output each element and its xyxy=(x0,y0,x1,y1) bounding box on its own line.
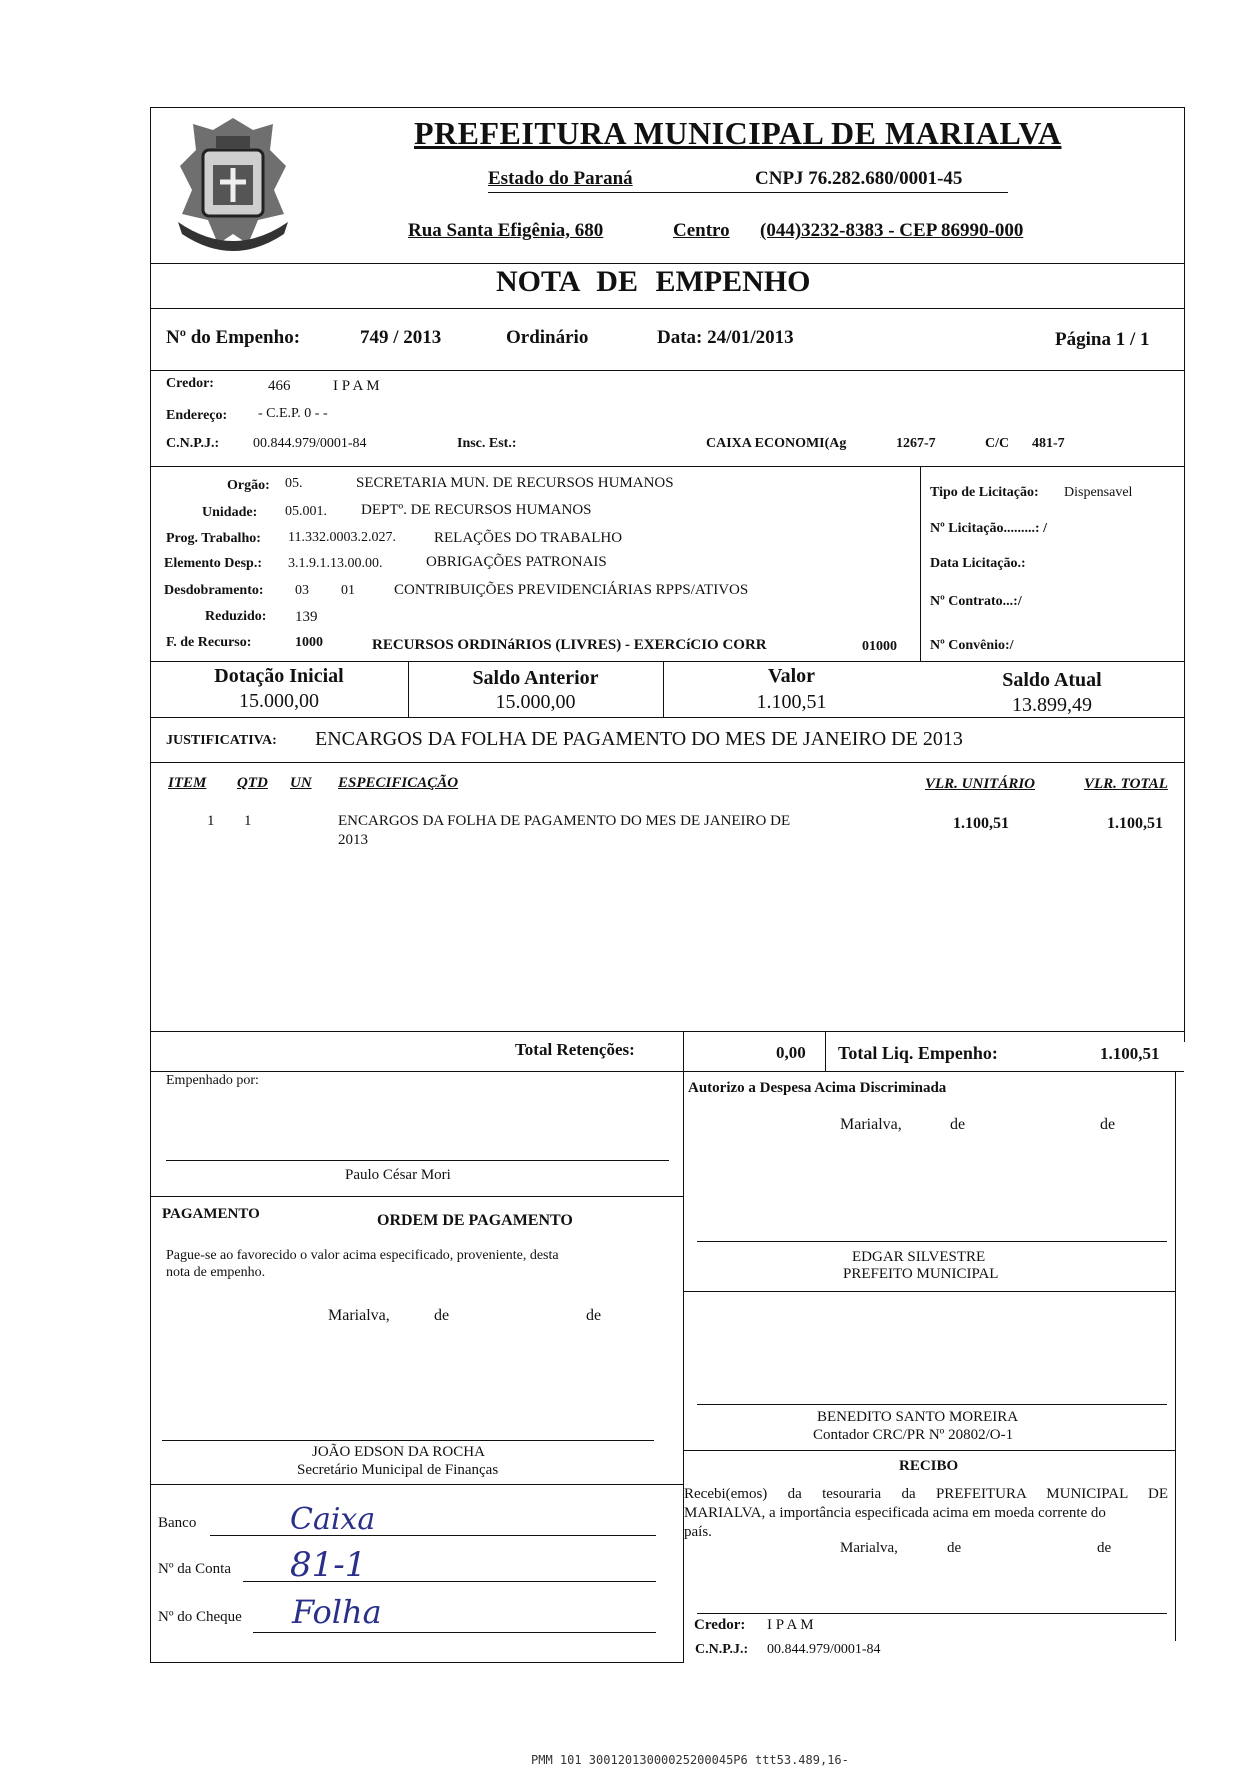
reduzido-value: 139 xyxy=(295,609,318,625)
row-qtd: 1 xyxy=(244,813,252,829)
empenho-number-label: Nº do Empenho: xyxy=(166,327,301,348)
fonte-recurso-label: F. de Recurso: xyxy=(166,635,252,650)
unidade-label: Unidade: xyxy=(202,505,258,520)
document-title: NOTA DE EMPENHO xyxy=(496,265,811,298)
orgao-label: Orgão: xyxy=(227,478,270,493)
elemento-code: 3.1.9.1.13.00.00. xyxy=(288,556,383,571)
pagamento-text-line1: Pague-se ao favorecido o valor acima especificado, proveniente, desta xyxy=(166,1248,559,1263)
bank-agency: 1267-7 xyxy=(896,436,936,451)
recibo-credor-value: I P A M xyxy=(767,1617,814,1633)
pagamento-text-line2: nota de empenho. xyxy=(166,1265,266,1280)
footer-document-code: PMM 101 30012013000025200045P6 ttt53.489,16- xyxy=(531,1753,849,1767)
pagamento-de1: de xyxy=(434,1307,450,1324)
elemento-name: OBRIGAÇÕES PATRONAIS xyxy=(426,554,607,570)
dotacao-inicial-label: Dotação Inicial xyxy=(214,665,344,687)
empenhado-por-label: Empenhado por: xyxy=(166,1073,259,1088)
fonte-recurso-code2: 01000 xyxy=(862,639,897,654)
recibo-credor-label: Credor: xyxy=(694,1617,746,1633)
numero-licitacao: Nº Licitação.........: / xyxy=(930,521,1047,536)
col-header-especificacao: ESPECIFICAÇÃO xyxy=(338,775,459,791)
col-header-vlr-total: VLR. TOTAL xyxy=(1084,776,1168,792)
empenho-number: 749 / 2013 xyxy=(360,327,442,348)
total-liquido-value: 1.100,51 xyxy=(1100,1044,1160,1063)
recibo-title: RECIBO xyxy=(899,1458,959,1474)
header-district: Centro xyxy=(673,220,730,241)
valor-label: Valor xyxy=(767,665,816,687)
col-header-vlr-unitario: VLR. UNITÁRIO xyxy=(925,776,1036,792)
saldo-atual-value: 13.899,49 xyxy=(1012,694,1092,716)
numero-convenio: Nº Convênio:/ xyxy=(930,638,1014,653)
prefeito-role: PREFEITO MUNICIPAL xyxy=(843,1266,999,1282)
fonte-recurso-name: RECURSOS ORDINáRIOS (LIVRES) - EXERCíCIO CORR xyxy=(372,637,767,653)
autorizo-place: Marialva, xyxy=(840,1116,902,1133)
row-spec-line1: ENCARGOS DA FOLHA DE PAGAMENTO DO MES DE JANEIRO DE xyxy=(338,813,791,829)
total-liquido-label: Total Liq. Empenho: xyxy=(838,1043,998,1063)
credor-code: 466 xyxy=(268,378,291,394)
row-item: 1 xyxy=(207,813,215,829)
prog-name: RELAÇÕES DO TRABALHO xyxy=(434,530,623,546)
secretario-name: JOÃO EDSON DA ROCHA xyxy=(312,1444,485,1460)
cheque-handwritten: Folha xyxy=(292,1593,382,1631)
cc-value: 481-7 xyxy=(1032,436,1065,451)
pagamento-place: Marialva, xyxy=(328,1307,390,1324)
cnpj-label: C.N.P.J.: xyxy=(166,436,220,451)
row-spec-line2: 2013 xyxy=(338,832,368,848)
orgao-code: 05. xyxy=(285,476,303,491)
justificativa-label: JUSTIFICATIVA: xyxy=(166,733,277,748)
saldo-atual-label: Saldo Atual xyxy=(1002,669,1102,691)
unidade-name: DEPTº. DE RECURSOS HUMANOS xyxy=(361,502,592,518)
cc-label: C/C xyxy=(985,436,1010,451)
banco-handwritten: Caixa xyxy=(290,1502,376,1537)
endereco-value: - C.E.P. 0 - - xyxy=(258,406,328,421)
recibo-text-line1: Recebi(emos) da tesouraria da PREFEITURA MUNICIPAL DE xyxy=(684,1486,1168,1502)
prog-code: 11.332.0003.2.027. xyxy=(288,530,396,545)
page-number: Página 1 / 1 xyxy=(1055,329,1150,350)
recibo-cnpj-label: C.N.P.J.: xyxy=(695,1642,749,1657)
row-total-value: 1.100,51 xyxy=(1107,815,1163,832)
tipo-licitacao-value: Dispensavel xyxy=(1064,485,1133,500)
pagamento-label: PAGAMENTO xyxy=(162,1206,260,1222)
recibo-cnpj-value: 00.844.979/0001-84 xyxy=(767,1642,881,1657)
empenho-date: Data: 24/01/2013 xyxy=(657,327,794,348)
recibo-place: Marialva, xyxy=(840,1540,898,1556)
saldo-anterior-value: 15.000,00 xyxy=(495,691,576,713)
justificativa-text: ENCARGOS DA FOLHA DE PAGAMENTO DO MES DE JANEIRO DE 2013 xyxy=(315,728,963,750)
col-header-qtd: QTD xyxy=(237,775,268,791)
secretario-role: Secretário Municipal de Finanças xyxy=(297,1462,499,1478)
autorizo-label: Autorizo a Despesa Acima Discriminada xyxy=(688,1080,947,1096)
orgao-name: SECRETARIA MUN. DE RECURSOS HUMANOS xyxy=(356,475,674,491)
numero-contrato: Nº Contrato...:/ xyxy=(930,594,1022,609)
header-phone-cep: (044)3232-8383 - CEP 86990-000 xyxy=(760,220,1024,241)
bank-name: CAIXA ECONOMI(Ag xyxy=(706,436,847,451)
municipal-crest-logo xyxy=(158,110,308,260)
row-unit-value: 1.100,51 xyxy=(953,815,1009,832)
desdobramento-name: CONTRIBUIÇÕES PREVIDENCIÁRIAS RPPS/ATIVOS xyxy=(394,582,749,598)
data-licitacao: Data Licitação.: xyxy=(930,556,1026,571)
header-cnpj: CNPJ 76.282.680/0001-45 xyxy=(755,168,963,189)
recibo-text-line2: MARIALVA, a importância especificada acima em moeda corrente do xyxy=(684,1505,1106,1521)
total-retencoes-label: Total Retenções: xyxy=(515,1040,635,1059)
saldo-anterior-label: Saldo Anterior xyxy=(472,667,599,689)
conta-handwritten: 81-1 xyxy=(290,1545,367,1585)
header-title: PREFEITURA MUNICIPAL DE MARIALVA xyxy=(414,115,1062,151)
prog-label: Prog. Trabalho: xyxy=(166,531,261,546)
desdobramento-code2: 01 xyxy=(341,583,355,598)
credor-label: Credor: xyxy=(166,376,214,391)
endereco-label: Endereço: xyxy=(166,408,228,423)
autorizo-de1: de xyxy=(950,1116,966,1133)
header-state: Estado do Paraná xyxy=(488,168,633,189)
insc-est-label: Insc. Est.: xyxy=(457,436,517,451)
tipo-licitacao-label: Tipo de Licitação: xyxy=(930,485,1039,500)
conta-label: Nº da Conta xyxy=(158,1561,231,1577)
banco-label: Banco xyxy=(158,1515,197,1531)
empenhado-por-name: Paulo César Mori xyxy=(345,1167,451,1183)
reduzido-label: Reduzido: xyxy=(205,609,267,624)
autorizo-de2: de xyxy=(1100,1116,1116,1133)
col-header-item: ITEM xyxy=(168,775,207,791)
prefeito-name: EDGAR SILVESTRE xyxy=(852,1249,986,1265)
contador-role: Contador CRC/PR Nº 20802/O-1 xyxy=(813,1427,1014,1443)
dotacao-inicial-value: 15.000,00 xyxy=(239,690,319,712)
cheque-label: Nº do Cheque xyxy=(158,1609,242,1625)
total-retencoes-value: 0,00 xyxy=(776,1043,806,1062)
valor-value: 1.100,51 xyxy=(756,691,827,713)
unidade-code: 05.001. xyxy=(285,504,327,519)
pagamento-de2: de xyxy=(586,1307,602,1324)
desdobramento-code1: 03 xyxy=(295,583,309,598)
col-header-un: UN xyxy=(290,775,312,791)
elemento-label: Elemento Desp.: xyxy=(164,556,262,571)
recibo-text-line3: país. xyxy=(684,1524,712,1540)
recibo-de2: de xyxy=(1097,1540,1112,1556)
ordem-pagamento-title: ORDEM DE PAGAMENTO xyxy=(377,1212,573,1229)
empenho-type: Ordinário xyxy=(506,327,589,348)
desdobramento-label: Desdobramento: xyxy=(164,583,264,598)
header-address: Rua Santa Efigênia, 680 xyxy=(408,220,604,241)
credor-name: I P A M xyxy=(333,378,380,394)
fonte-recurso-code: 1000 xyxy=(295,635,323,650)
contador-name: BENEDITO SANTO MOREIRA xyxy=(817,1409,1019,1425)
recibo-de1: de xyxy=(947,1540,962,1556)
cnpj-value: 00.844.979/0001-84 xyxy=(253,436,367,451)
